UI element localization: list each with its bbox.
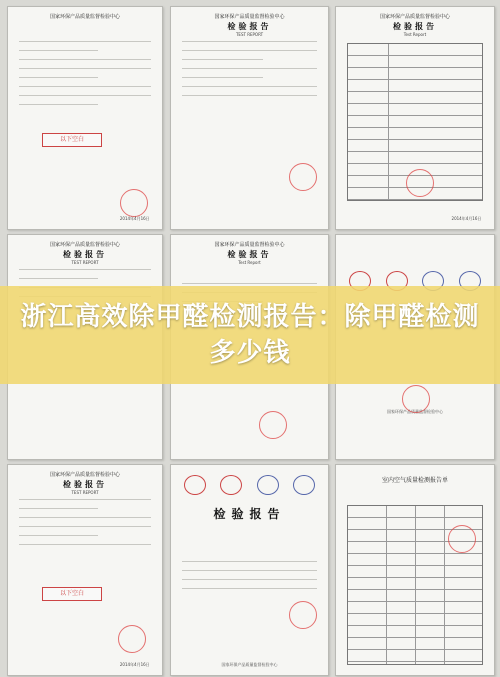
report-subtitle: Test Report	[238, 260, 261, 265]
red-seal	[448, 525, 476, 553]
report-title: 检验报告	[213, 507, 286, 521]
red-seal	[120, 189, 148, 217]
page-title: 浙江高效除甲醛检测报告：除甲醛检测多少钱	[20, 302, 480, 368]
report-title: 检验报告	[63, 250, 107, 259]
report-date: 2014年4月16日	[119, 216, 150, 221]
cma-logo-icon	[184, 475, 206, 495]
report-title: 检验报告	[227, 250, 272, 259]
report-page-1	[7, 6, 163, 230]
cal-logo-icon	[220, 475, 242, 495]
report-header: 国家环保产品质量监督检验中心	[49, 472, 120, 478]
report-page-2	[170, 6, 329, 230]
report-page-9	[335, 464, 495, 676]
red-seal	[259, 411, 287, 439]
red-seal	[289, 163, 317, 191]
report-title: 检验报告	[393, 22, 437, 31]
report-date: 2014年4月16日	[451, 216, 482, 221]
report-header: 国家环保产品质量监督检验中心	[49, 242, 120, 248]
report-subtitle: TEST REPORT	[71, 490, 99, 495]
report-page-7	[7, 464, 163, 676]
report-issuer: 国家环保产品质量监督检验中心	[387, 409, 443, 414]
report-page-3	[335, 6, 495, 230]
red-seal	[406, 169, 434, 197]
report-subtitle: Test Report	[403, 32, 427, 37]
report-subtitle: TEST REPORT	[71, 260, 99, 265]
report-title: 检验报告	[63, 480, 107, 489]
report-title: 检验报告	[227, 22, 272, 31]
title-banner	[0, 286, 500, 384]
report-header: 室内空气质量检测报告单	[381, 477, 448, 484]
red-seal	[289, 601, 317, 629]
red-seal	[402, 385, 430, 413]
certification-logos	[184, 475, 316, 497]
report-issuer: 国家环保产品质量监督检验中心	[221, 662, 278, 667]
ilac-logo-icon	[257, 475, 279, 495]
report-page-8	[170, 464, 329, 676]
report-body	[19, 41, 151, 205]
cnas-logo-icon	[293, 475, 315, 495]
report-header: 国家环保产品质量监督检验中心	[379, 14, 450, 20]
red-seal	[118, 625, 146, 653]
blank-stamp: 以下空白	[42, 587, 102, 601]
report-header: 国家环保产品质量监督检验中心	[214, 242, 285, 248]
report-header: 国家环保产品质量监督检验中心	[214, 14, 285, 20]
report-header: 国家环保产品质量监督检验中心	[49, 14, 120, 20]
report-subtitle: TEST REPORT	[235, 32, 264, 37]
report-date: 2014年4月16日	[119, 662, 150, 667]
blank-stamp: 以下空白	[42, 133, 102, 147]
